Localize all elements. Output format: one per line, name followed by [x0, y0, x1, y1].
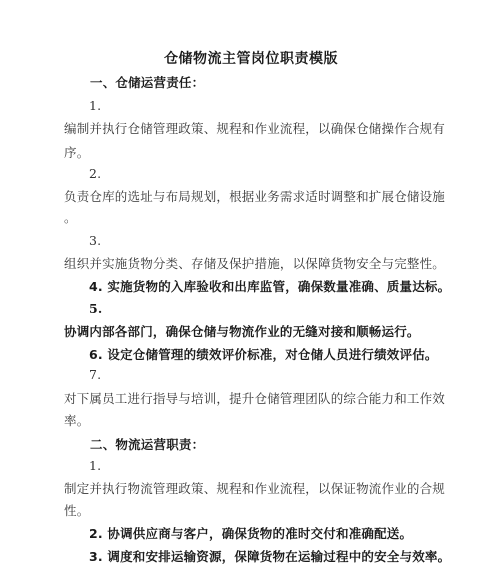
- item-number: 3.: [89, 233, 102, 248]
- item-number: 2.: [89, 166, 102, 181]
- item-text-continued: 率。: [64, 413, 90, 428]
- item-number: 1.: [89, 458, 102, 473]
- item-text-continued: 序。: [64, 145, 90, 160]
- item-text-bold: 协调内部各部门，确保仓储与物流作业的无缝对接和顺畅运行。: [64, 324, 420, 339]
- item-text-continued: 。: [64, 210, 77, 225]
- item-text-continued: 性。: [64, 503, 90, 518]
- item-text: 编制并执行仓储管理政策、规程和作业流程，以确保仓储操作合规有: [64, 121, 446, 136]
- document-title: 仓储物流主管岗位职责模版: [164, 51, 338, 67]
- item-number: 7.: [89, 367, 102, 382]
- item-text: 负责仓库的选址与布局规划，根据业务需求适时调整和扩展仓储设施: [64, 189, 446, 204]
- item-text: 组织并实施货物分类、存储及保护措施，以保障货物安全与完整性。: [64, 256, 446, 271]
- item-text-bold: 3. 调度和安排运输资源，保障货物在运输过程中的安全与效率。: [89, 549, 451, 564]
- item-text-bold: 6. 设定仓储管理的绩效评价标准，对仓储人员进行绩效评估。: [89, 347, 438, 362]
- item-number: 1.: [89, 98, 102, 113]
- item-text-bold: 2. 协调供应商与客户，确保货物的准时交付和准确配送。: [89, 526, 413, 541]
- item-number: 5.: [89, 301, 103, 316]
- item-text: 制定并执行物流管理政策、规程和作业流程，以保证物流作业的合规: [64, 481, 446, 496]
- section-heading-warehouse: 一、仓储运营责任：: [90, 75, 205, 90]
- item-text-bold: 4. 实施货物的入库验收和出库监管，确保数量准确、质量达标。: [89, 279, 451, 294]
- item-text: 对下属员工进行指导与培训，提升仓储管理团队的综合能力和工作效: [64, 391, 446, 406]
- section-heading-logistics: 二、物流运营职责：: [90, 437, 205, 452]
